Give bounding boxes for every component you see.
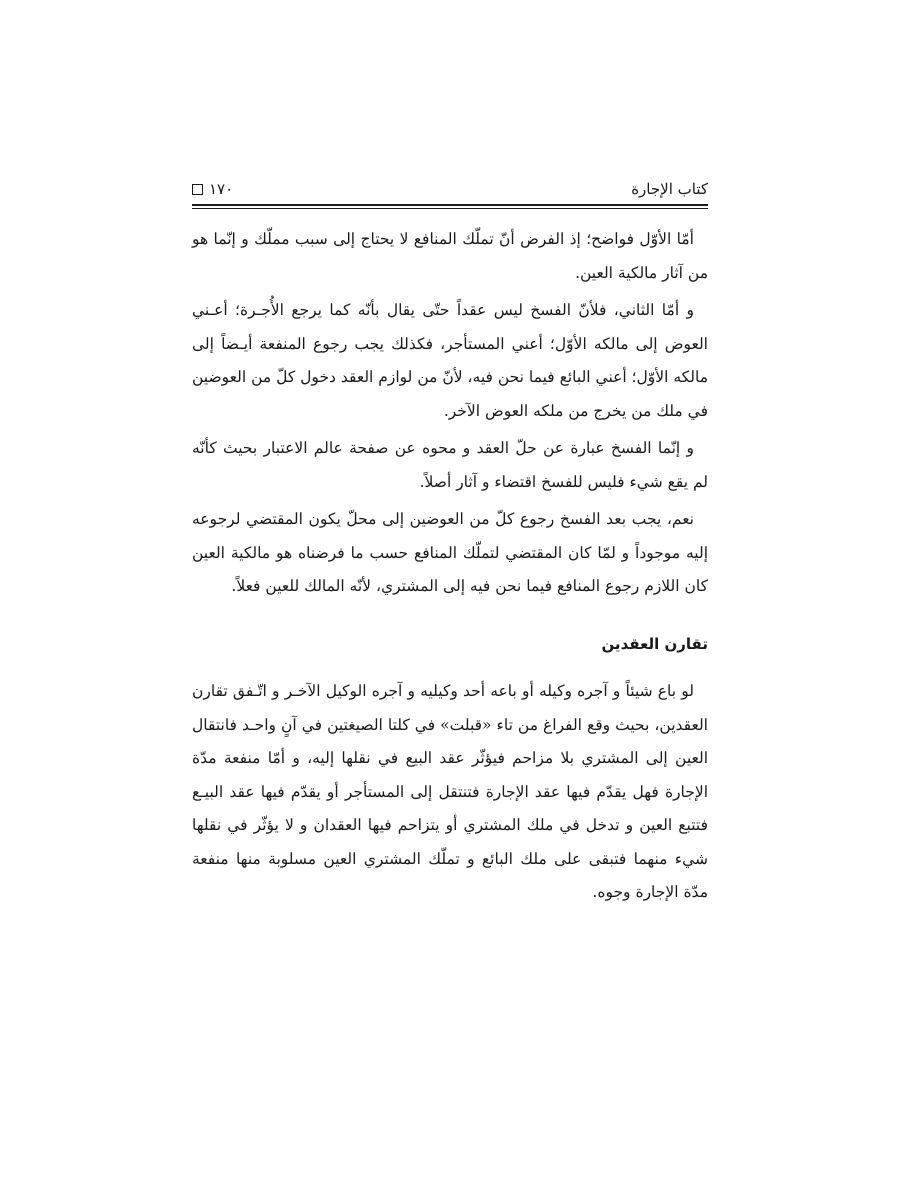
book-title: كتاب الإجارة xyxy=(631,180,708,198)
paragraph: أمّا الأوّل فواضح؛ إذ الفرض أنّ تملّك المنافع لا يحتاج إلى سبب مملّك و إنّما هو من آثار مالكية العين. xyxy=(192,230,708,282)
book-page xyxy=(192,170,708,914)
header-rule xyxy=(192,204,708,209)
paragraph: نعم، يجب بعد الفسخ رجوع كلّ من العوضين إلى محلّ يكون المقتضي لرجوعه إليه موجوداً و لمّا كان المقتضي لتملّك المنافع حسب ما فرضناه هو مالكية العين كان اللازم رجوع المنافع فيما نحن فيه إلى المشتري، لأنّه المالك للعين فعلاً. xyxy=(192,510,708,595)
body-text xyxy=(192,223,708,910)
square-marker-icon xyxy=(192,184,203,195)
page-number: ١٧٠ xyxy=(209,180,234,198)
page-number-block xyxy=(192,180,233,198)
section-heading: تقارن العقدين xyxy=(601,634,708,653)
paragraph: لو باع شيئاً و آجره وكيله أو باعه أحد وكيليه و آجره الوكيل الآخـر و اتّـفق تقارن العقدين، بحيث وقع الفراغ من تاء «قبلت» في كلتا الصيغتين في آنٍ واحـد فانتقال العين إلى المشتري بلا مزاحم فيؤثّر عقد البيع في نقلها إليه، و أمّا منفعة مدّة الإجارة فهل يقدّم فيها عقد الإجارة فتنتقل إلى المستأجر أو يقدّم فيها عقد البيـع فتتبع العين و تدخل في ملك المشتري أو يتزاحم فيها العقدان و لا يؤثّر في نقلها شيء منهما فتبقى على ملك البائع و تملّك المشتري العين مسلوبة منها منفعة مدّة الإجارة وجوه. xyxy=(192,682,708,901)
paragraph: و إنّما الفسخ عبارة عن حلّ العقد و محوه عن صفحة عالم الاعتبار بحيث كأنّه لم يقع شيء فليس للفسخ اقتضاء و آثار أصلاً. xyxy=(192,439,708,491)
running-header xyxy=(192,170,708,198)
paragraph: و أمّا الثاني، فلأنّ الفسخ ليس عقداً حتّى يقال بأنّه كما يرجع الأُجـرة؛ أعـني العوض إلى مالكه الأوّل؛ أعني المستأجر، فكذلك يجب رجوع المنفعة أيـضاً إلى مالكه الأوّل؛ أعني البائع فيما نحن فيه، لأنّ من لوازم العقد دخول كلّ من العوضين في ملك من يخرج من ملكه العوض الآخر. xyxy=(192,301,708,420)
